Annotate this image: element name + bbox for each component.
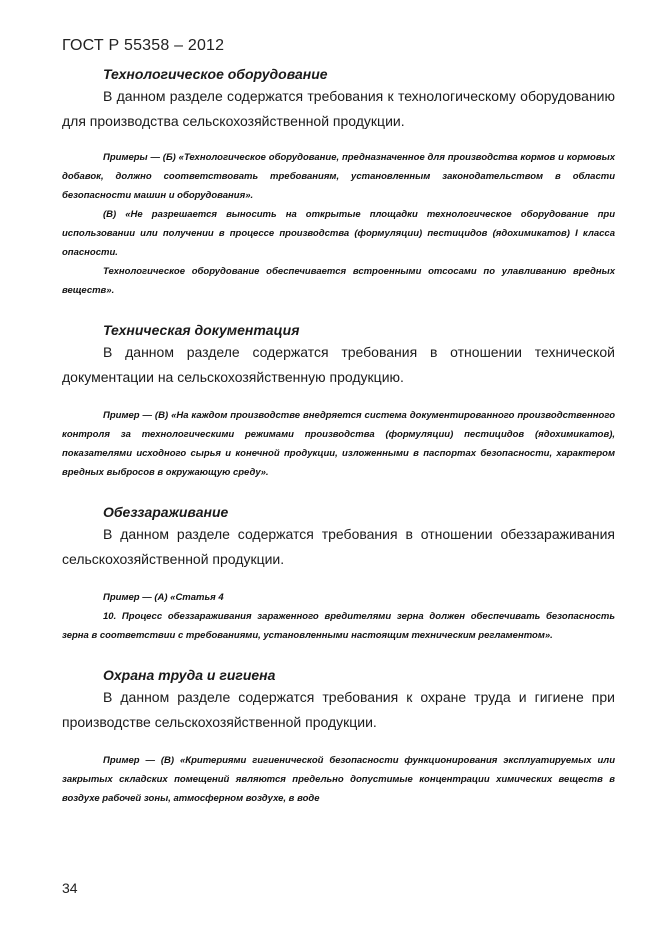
document-header: ГОСТ Р 55358 – 2012 — [62, 37, 225, 54]
example-paragraph: (В) «Не разрешается выносить на открытые площадки технологическое оборудование при использовании или получении в процессе производства (формуляции) пестицидов (ядохимикатов) I класса опасности. — [62, 209, 615, 258]
document-content — [62, 64, 615, 808]
example-paragraph: 10. Процесс обеззараживания зараженного вредителями зерна должен обеспечивать безопасность зерна в соответствии с требованиями, установленными настоящим техническим регламентом». — [62, 611, 615, 641]
example-paragraph: Технологическое оборудование обеспечивается встроенными отсосами по улавливанию вредных веществ». — [62, 266, 615, 296]
section-body: В данном разделе содержатся требования к охране труда и гигиене при производстве сельскохозяйственной продукции. — [62, 689, 615, 730]
section-body: В данном разделе содержатся требования в отношении технической документации на сельскохозяйственную продукцию. — [62, 344, 615, 385]
section-title: Обеззараживание — [103, 504, 229, 520]
example-paragraph: Пример — (А) «Статья 4 — [103, 592, 224, 603]
page-number: 34 — [62, 880, 78, 896]
section-title: Технологическое оборудование — [103, 66, 328, 82]
example-paragraph: Пример — (В) «Критериями гигиенической безопасности функционирования эксплуатируемых или закрытых складских помещений являются предельно допустимые концентрации химических веществ в воздухе рабочей зоны, атмосферном воздухе, в воде — [62, 755, 615, 804]
section-body: В данном разделе содержатся требования к технологическому оборудованию для производства сельскохозяйственной продукции. — [62, 88, 615, 129]
example-paragraph: Примеры — (Б) «Технологическое оборудование, предназначенное для производства кормов и кормовых добавок, должно соответствовать требованиям, установленным законодательством в области безопасности машин и оборудования». — [62, 152, 615, 201]
example-paragraph: Пример — (В) «На каждом производстве внедряется система документированного производственного контроля за технологическими режимами производства (формуляции) пестицидов (ядохимикатов), показателями исходного сырья и конечной продукции, изложенными в паспортах безопасности, характером вредных выбросов в окружающую среду». — [62, 410, 615, 478]
section-title: Техническая документация — [103, 322, 300, 338]
section-title: Охрана труда и гигиена — [103, 667, 276, 683]
section-body: В данном разделе содержатся требования в отношении обеззараживания сельскохозяйственной продукции. — [62, 526, 615, 567]
